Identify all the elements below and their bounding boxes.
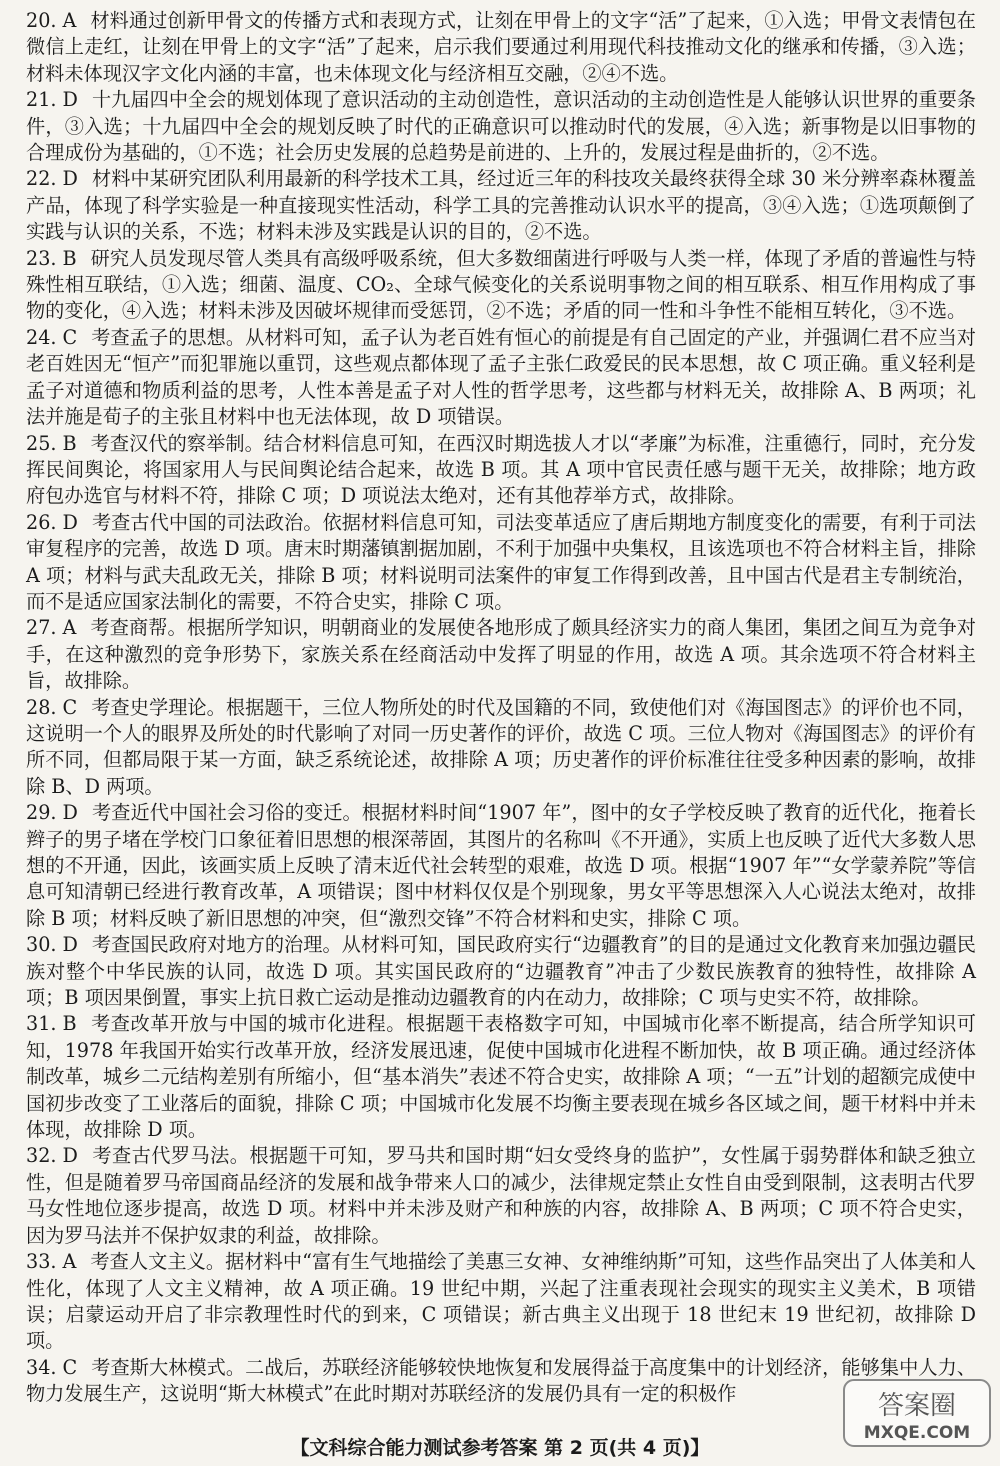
explanation-text: 考查古代中国的司法政治。依据材料信息可知，司法变革适应了唐后期地方制度变化的需要，有利于司法审复程序的完善，故选 D 项。唐末时期藩镇割据加剧，不利于加强中央集权，且该选项也不符合材料主旨，排除 A 项；材料与武夫乱政无关，排除 B 项；材料说明司法案件的审复工作得到改善，且中国古代是君主专制统治，而不是适应国家法制化的需要，不符合史实，排除 C 项。 bbox=[26, 510, 976, 613]
answer-choice: A bbox=[62, 1250, 77, 1274]
explanation-text: 考查史学理论。根据题干，三位人物所处的时代及国籍的不同，致使他们对《海国图志》的评价也不同，这说明一个人的眼界及所处的时代影响了对同一历史著作的评价，故选 C 项。三位人物对《海国图志》的评价有所不同，但都局限于某一方面，缺乏系统论述，故排除 A 项；历史著作的评价标准往往受多种因素的影响，故排除 B、D 两项。 bbox=[26, 695, 976, 798]
explanation-text: 考查改革开放与中国的城市化进程。根据题干表格数字可知，中国城市化率不断提高，结合所学知识可知，1978 年我国开始实行改革开放，经济发展迅速，促使中国城市化进程不断加快，故 B 项正确。通过经济体制改革，城乡二元结构差别有所缩小，但“基本消失”表述不符合史实，故排除 A 项；“一五”计划的超额完成使中国初步改变了工业落后的面貌，排除 C 项；中国城市化发展不均衡主要表现在城乡各区域之间，题干材料中并未体现，故排除 D 项。 bbox=[26, 1012, 976, 1142]
answer-item bbox=[26, 932, 976, 1011]
explanation-text: 材料通过创新甲骨文的传播方式和表现方式，让刻在甲骨上的文字“活”了起来，①入选；甲骨文表情包在微信上走红，让刻在甲骨上的文字“活”了起来，启示我们要通过利用现代科技推动文化的继承和传播，③入选；材料未体现汉字文化内涵的丰富，也未体现文化与经济相互交融，②④不选。 bbox=[26, 9, 976, 85]
answer-page bbox=[26, 8, 976, 1433]
question-number: 21. bbox=[26, 88, 57, 112]
answer-choice: C bbox=[62, 695, 78, 719]
question-number: 22. bbox=[26, 167, 57, 191]
answer-item bbox=[26, 800, 976, 932]
question-number: 23. bbox=[26, 246, 57, 270]
answer-choice: B bbox=[62, 1012, 77, 1036]
explanation-text: 考查人文主义。据材料中“富有生气地描绘了美惠三女神、女神维纳斯”可知，这些作品突出了人体美和人性化，体现了人文主义精神，故 A 项正确。19 世纪中期，兴起了注重表现社会现实的现实主义美术，B 项错误；启蒙运动开启了非宗教理性时代的到来，C 项错误；新古典主义出现于 18 世纪末 19 世纪初，故排除 D 项。 bbox=[26, 1250, 976, 1353]
question-number: 32. bbox=[26, 1144, 57, 1168]
question-number: 27. bbox=[26, 616, 57, 640]
question-number: 29. bbox=[26, 801, 57, 825]
answer-list bbox=[26, 8, 976, 1408]
answer-choice: C bbox=[62, 325, 78, 349]
explanation-text: 考查汉代的察举制。结合材料信息可知，在西汉时期选拔人才以“孝廉”为标准，注重德行，同时，充分发挥民间舆论，将国家用人与民间舆论结合起来，故选 B 项。其 A 项中官民责任感与题干无关，故排除；地方政府包办选官与材料不符，排除 C 项；D 项说法太绝对，还有其他荐举方式，故排除。 bbox=[26, 431, 976, 508]
answer-item bbox=[26, 695, 976, 801]
answer-item bbox=[26, 325, 976, 431]
question-number: 25. bbox=[26, 431, 57, 455]
logo-title: 答案圈 bbox=[877, 1391, 957, 1421]
answer-item bbox=[26, 8, 976, 87]
explanation-text: 考查孟子的思想。从材料可知，孟子认为老百姓有恒心的前提是有自己固定的产业，并强调仁君不应当对老百姓因无“恒产”而犯罪施以重罚，这些观点都体现了孟子主张仁政爱民的民本思想，故 C 项正确。重义轻利是孟子对道德和物质利益的思考，人性本善是孟子对人性的哲学思考，这些都与材料无关，故排除 A、B 两项；礼法并施是荀子的主张且材料中也无法体现，故 D 项错误。 bbox=[26, 325, 976, 429]
explanation-text: 考查古代罗马法。根据题干可知，罗马共和国时期“妇女受终身的监护”，女性属于弱势群体和缺乏独立性，但是随着罗马帝国商品经济的发展和战争带来人口的减少，法律规定禁止女性自由受到限制，这表明古代罗马女性地位逐步提高，故选 D 项。材料中并未涉及财产和种族的内容，故排除 A、B 两项；C 项不符合史实，因为罗马法并不保护奴隶的利益，故排除。 bbox=[26, 1144, 976, 1247]
explanation-text: 考查国民政府对地方的治理。从材料可知，国民政府实行“边疆教育”的目的是通过文化教育来加强边疆民族对整个中华民族的认同，故选 D 项。其实国民政府的“边疆教育”冲击了少数民族教育的独特性，故排除 A 项；B 项因果倒置，事实上抗日救亡运动是推动边疆教育的内在动力，故排除；C 项与史实不符，故排除。 bbox=[26, 933, 976, 1010]
question-number: 33. bbox=[26, 1250, 57, 1274]
answer-item bbox=[26, 246, 976, 325]
answer-choice: D bbox=[62, 88, 78, 112]
answer-choice: D bbox=[62, 167, 78, 191]
answer-item bbox=[26, 1249, 976, 1355]
question-number: 26. bbox=[26, 510, 57, 534]
question-number: 30. bbox=[26, 933, 57, 957]
explanation-text: 考查近代中国社会习俗的变迁。根据材料时间“1907 年”，图中的女子学校反映了教育的近代化，拖着长辫子的男子堵在学校门口象征着旧思想的根深蒂固，其图片的名称叫《不开通》，实质上也反映了近代大多数人思想的不开通，因此，该画实质上反映了清末近代社会转型的艰难，故选 D 项。根据“1907 年”“女学蒙养院”等信息可知清朝已经进行教育改革，A 项错误；图中材料仅仅是个别现象，男女平等思想深入人心说法太绝对，故排除 B 项；材料反映了新旧思想的冲突，但“激烈交锋”不符合材料和史实，排除 C 项。 bbox=[26, 801, 976, 930]
answer-item bbox=[26, 510, 976, 616]
answer-item bbox=[26, 166, 976, 245]
question-number: 20. bbox=[26, 9, 57, 32]
explanation-text: 考查斯大林模式。二战后，苏联经济能够较快地恢复和发展得益于高度集中的计划经济，能够集中人力、物力发展生产，这说明“斯大林模式”在此时期对苏联经济的发展仍具有一定的积极作 bbox=[26, 1355, 976, 1406]
answer-item bbox=[26, 1355, 976, 1408]
answer-item bbox=[26, 615, 976, 694]
answer-choice: B bbox=[62, 246, 77, 270]
explanation-text: 十九届四中全会的规划体现了意识活动的主动创造性，意识活动的主动创造性是人能够认识世界的重要条件，③入选；十九届四中全会的规划反映了时代的正确意识可以推动时代的发展，④入选；新事物是以旧事物的合理成份为基础的，①不选；社会历史发展的总趋势是前进的、上升的，发展过程是曲折的，②不选。 bbox=[26, 88, 976, 165]
question-number: 34. bbox=[26, 1355, 57, 1379]
answer-choice: D bbox=[62, 1144, 78, 1168]
explanation-text: 材料中某研究团队利用最新的科学技术工具，经过近三年的科技攻关最终获得全球 30 米分辨率森林覆盖产品，体现了科学实验是一种直接现实性活动，科学工具的完善推动认识水平的提高，③④入选；①选项颠倒了实践与认识的关系，不选；材料未涉及实践是认识的目的，②不选。 bbox=[26, 167, 976, 244]
question-number: 31. bbox=[26, 1012, 57, 1036]
answer-item bbox=[26, 1011, 976, 1143]
answer-choice: D bbox=[62, 801, 78, 825]
answer-choice: C bbox=[62, 1355, 78, 1379]
answer-choice: A bbox=[62, 616, 77, 640]
explanation-text: 考查商帮。根据所学知识，明朝商业的发展使各地形成了颇具经济实力的商人集团，集团之间互为竞争对手，在这种激烈的竞争形势下，家族关系在经商活动中发挥了明显的作用，故选 A 项。其余选项不符合材料主旨，故排除。 bbox=[26, 616, 976, 693]
answer-choice: D bbox=[62, 933, 78, 957]
answer-item bbox=[26, 431, 976, 510]
explanation-text: 研究人员发现尽管人类具有高级呼吸系统，但大多数细菌进行呼吸与人类一样，体现了矛盾的普遍性与特殊性相互联结，①入选；细菌、温度、CO₂、全球气候变化的关系说明事物之间的相互联系、相互作用构成了事物的变化，④入选；材料未涉及因破坏规律而受惩罚，②不选；矛盾的同一性和斗争性不能相互转化，③不选。 bbox=[26, 246, 976, 323]
answer-item bbox=[26, 1143, 976, 1249]
page-footer: 【文科综合能力测试参考答案 第 2 页(共 4 页)】 bbox=[290, 1437, 710, 1459]
answer-choice: B bbox=[62, 431, 77, 455]
answer-item bbox=[26, 87, 976, 166]
question-number: 28. bbox=[26, 695, 57, 719]
logo-sub: MXQE.COM bbox=[863, 1423, 971, 1443]
answer-choice: A bbox=[62, 9, 77, 32]
answer-choice: D bbox=[62, 510, 78, 534]
question-number: 24. bbox=[26, 325, 57, 349]
site-logo bbox=[842, 1378, 992, 1448]
